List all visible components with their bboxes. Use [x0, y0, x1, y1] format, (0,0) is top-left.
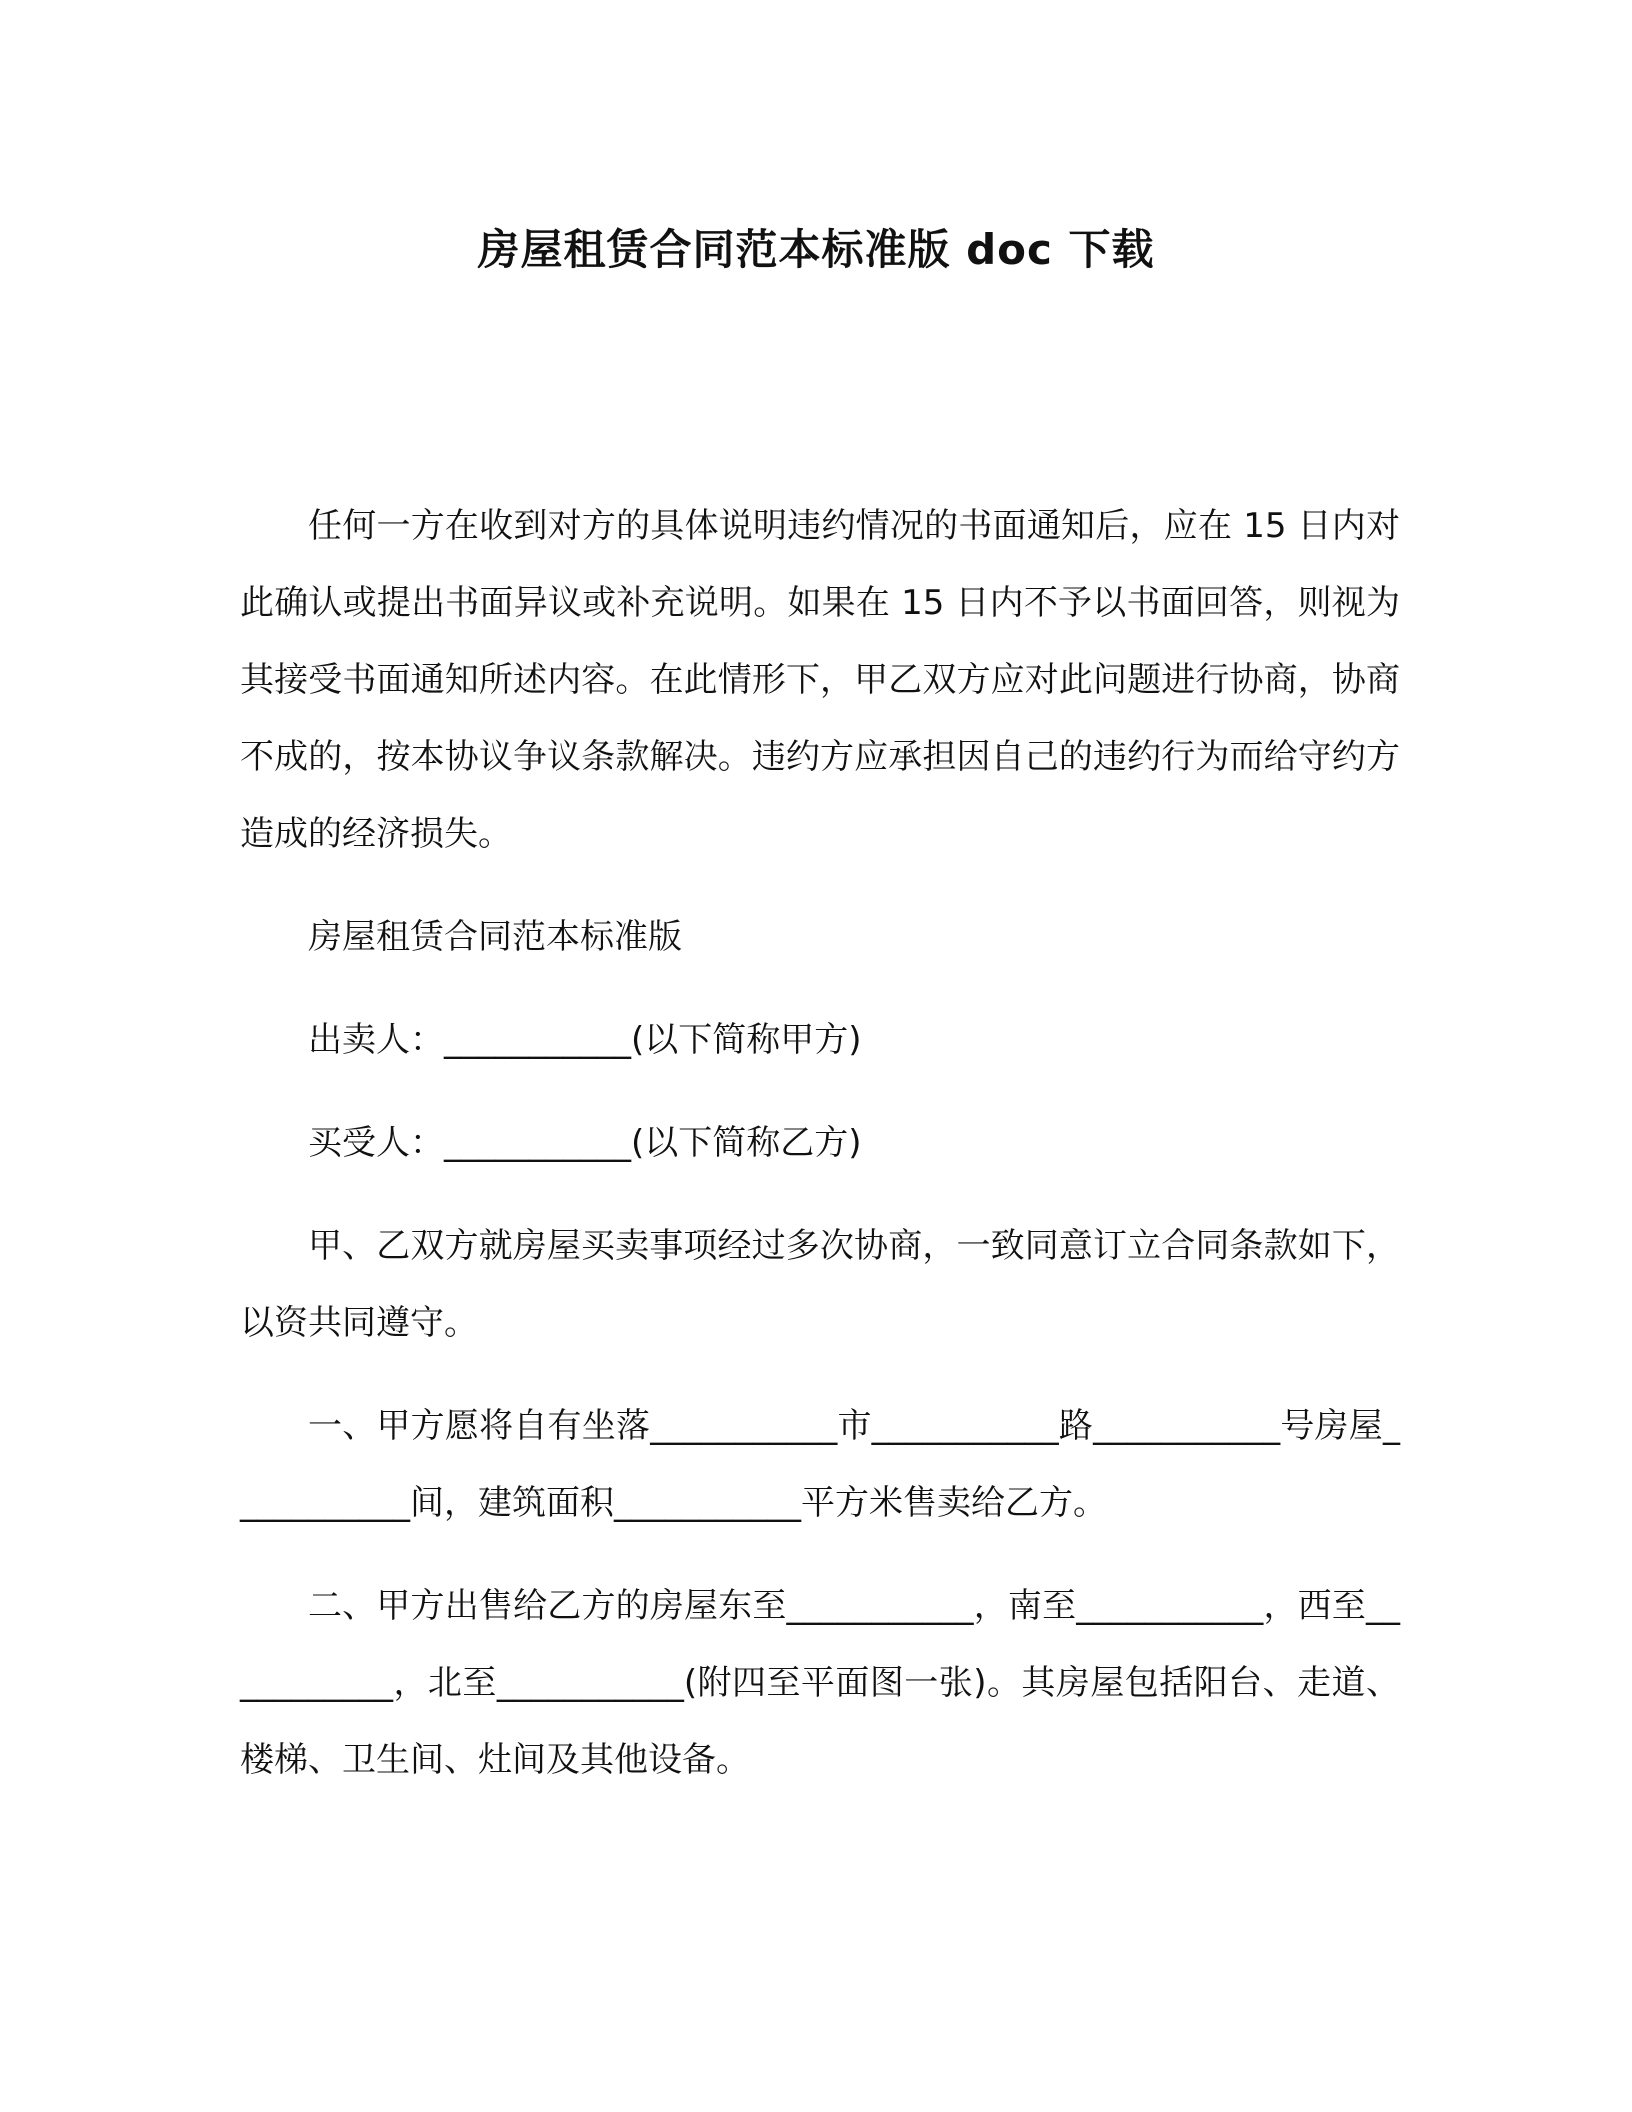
paragraph-clause-1: 一、甲方愿将自有坐落___________市___________路___________号房屋___________间，建筑面积___________平方米售卖给乙方。 [240, 1406, 1400, 1523]
paragraph-clause-2: 二、甲方出售给乙方的房屋东至___________，南至___________，西至___________，北至___________(附四至平面图一张)。其房屋包括阳台、走道、楼梯、卫生间、灶间及其他设备。 [240, 1586, 1400, 1780]
paragraph-seller: 出卖人：___________(以下简称甲方) [308, 1020, 862, 1060]
paragraph-agreement-intro: 甲、乙双方就房屋买卖事项经过多次协商，一致同意订立合同条款如下，以资共同遵守。 [240, 1226, 1400, 1343]
paragraph-subtitle: 房屋租赁合同范本标准版 [308, 917, 682, 957]
document-title: 房屋租赁合同范本标准版 doc 下载 [477, 225, 1155, 274]
paragraph-breach-notice: 任何一方在收到对方的具体说明违约情况的书面通知后，应在 15 日内对此确认或提出书面异议或补充说明。如果在 15 日内不予以书面回答，则视为其接受书面通知所述内容。在此情形下，甲乙双方应对此问题进行协商，协商不成的，按本协议争议条款解决。违约方应承担因自己的违约行为而给守约方造成的经济损失。 [240, 506, 1400, 854]
document-body [240, 488, 1400, 1825]
paragraph-buyer: 买受人：___________(以下简称乙方) [308, 1123, 862, 1163]
